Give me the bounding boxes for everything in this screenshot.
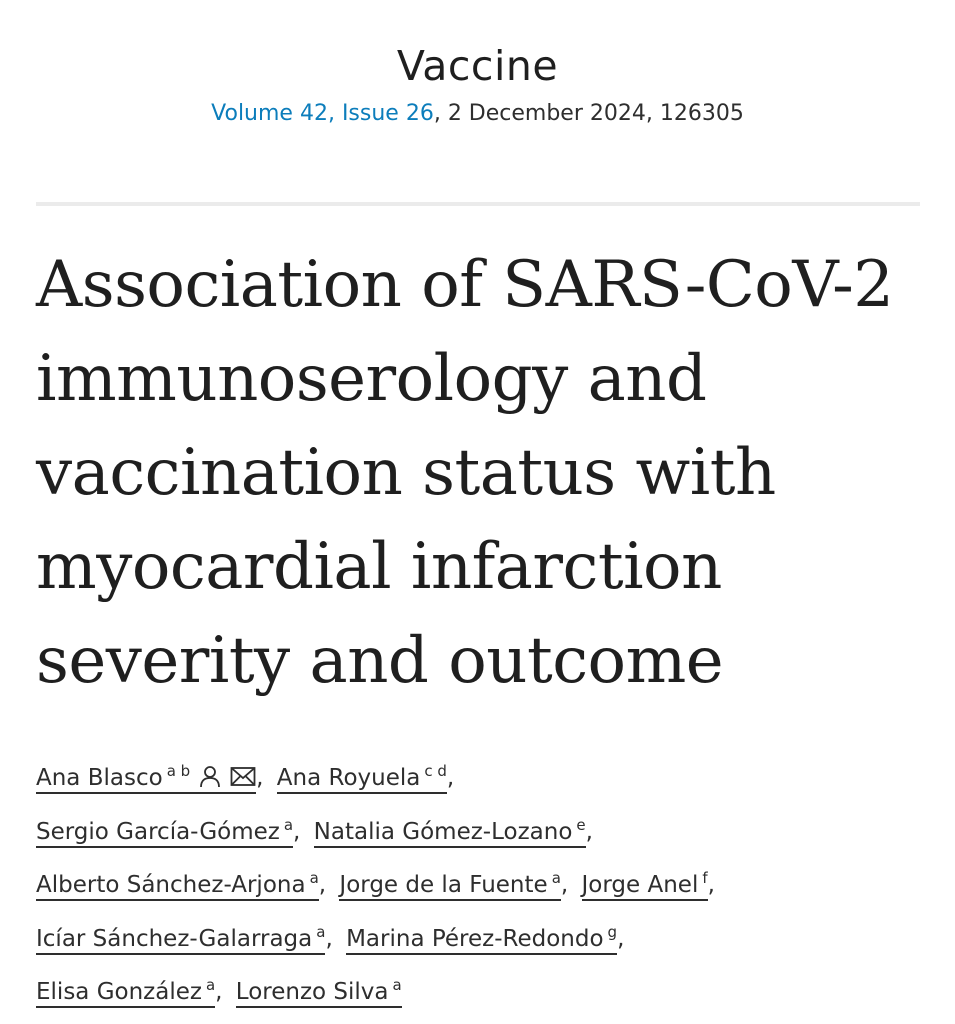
separator: , [560, 872, 569, 898]
separator: , [293, 818, 301, 845]
title-line: immunoserology and [36, 342, 707, 416]
date-pages: , 2 December 2024, 126305 [433, 101, 744, 126]
author-link[interactable] [581, 869, 708, 901]
affiliation-marker: g [607, 922, 618, 941]
author-name: Marina Pérez-Redondo [346, 925, 604, 952]
separator: , [585, 818, 593, 845]
author-line [36, 745, 936, 799]
separator: , [446, 765, 455, 791]
author-name: Icíar Sánchez-Galarraga [36, 925, 313, 952]
author-name: Ana Royuela [276, 765, 421, 791]
title-line: vaccination status with [36, 436, 776, 510]
author-list [36, 745, 936, 1013]
journal-meta [0, 97, 955, 131]
journal-header [0, 38, 955, 131]
separator: , [318, 872, 327, 898]
author-link[interactable] [235, 976, 402, 1008]
author-name: Jorge Anel [581, 872, 699, 898]
author-link[interactable] [36, 815, 294, 848]
author-link[interactable] [339, 869, 561, 901]
author-name: Natalia Gómez-Lozano [313, 818, 573, 845]
affiliation-marker: c d [424, 762, 447, 780]
journal-title[interactable]: Vaccine [396, 42, 559, 90]
volume-issue-link[interactable]: Volume 42, Issue 26 [211, 101, 434, 126]
article-title [36, 238, 936, 708]
author-link[interactable] [36, 762, 256, 794]
affiliation-marker: a [551, 869, 561, 887]
title-line: myocardial infarction [36, 530, 722, 604]
header-divider [36, 202, 920, 206]
author-link[interactable] [276, 762, 447, 794]
author-link[interactable] [36, 976, 216, 1008]
author-name: Elisa González [36, 979, 202, 1005]
affiliation-marker: a [316, 922, 326, 941]
author-link[interactable] [313, 815, 586, 848]
author-link[interactable] [36, 922, 326, 955]
author-line [36, 799, 936, 853]
title-line: severity and outcome [36, 624, 724, 698]
author-line [36, 906, 936, 960]
affiliation-marker: f [702, 869, 708, 887]
affiliation-marker: e [576, 815, 586, 834]
author-line [36, 852, 936, 906]
separator: , [256, 765, 264, 791]
author-name: Ana Blasco [36, 765, 163, 791]
author-name: Jorge de la Fuente [339, 872, 548, 898]
affiliation-marker: a [309, 869, 319, 887]
separator: , [707, 872, 715, 898]
author-name: Sergio García-Gómez [36, 818, 280, 845]
affiliation-marker: a [392, 976, 402, 994]
title-line: Association of SARS-CoV-2 [36, 248, 894, 322]
separator: , [617, 925, 625, 952]
affiliation-marker: a b [166, 762, 191, 780]
affiliation-marker: a [283, 815, 294, 834]
separator: , [215, 979, 223, 1005]
author-link[interactable] [346, 922, 618, 955]
author-name: Lorenzo Silva [235, 979, 389, 1005]
author-line [36, 959, 936, 1013]
author-name: Alberto Sánchez-Arjona [36, 872, 306, 898]
separator: , [325, 925, 333, 952]
author-link[interactable] [36, 869, 319, 901]
affiliation-marker: a [205, 976, 216, 994]
